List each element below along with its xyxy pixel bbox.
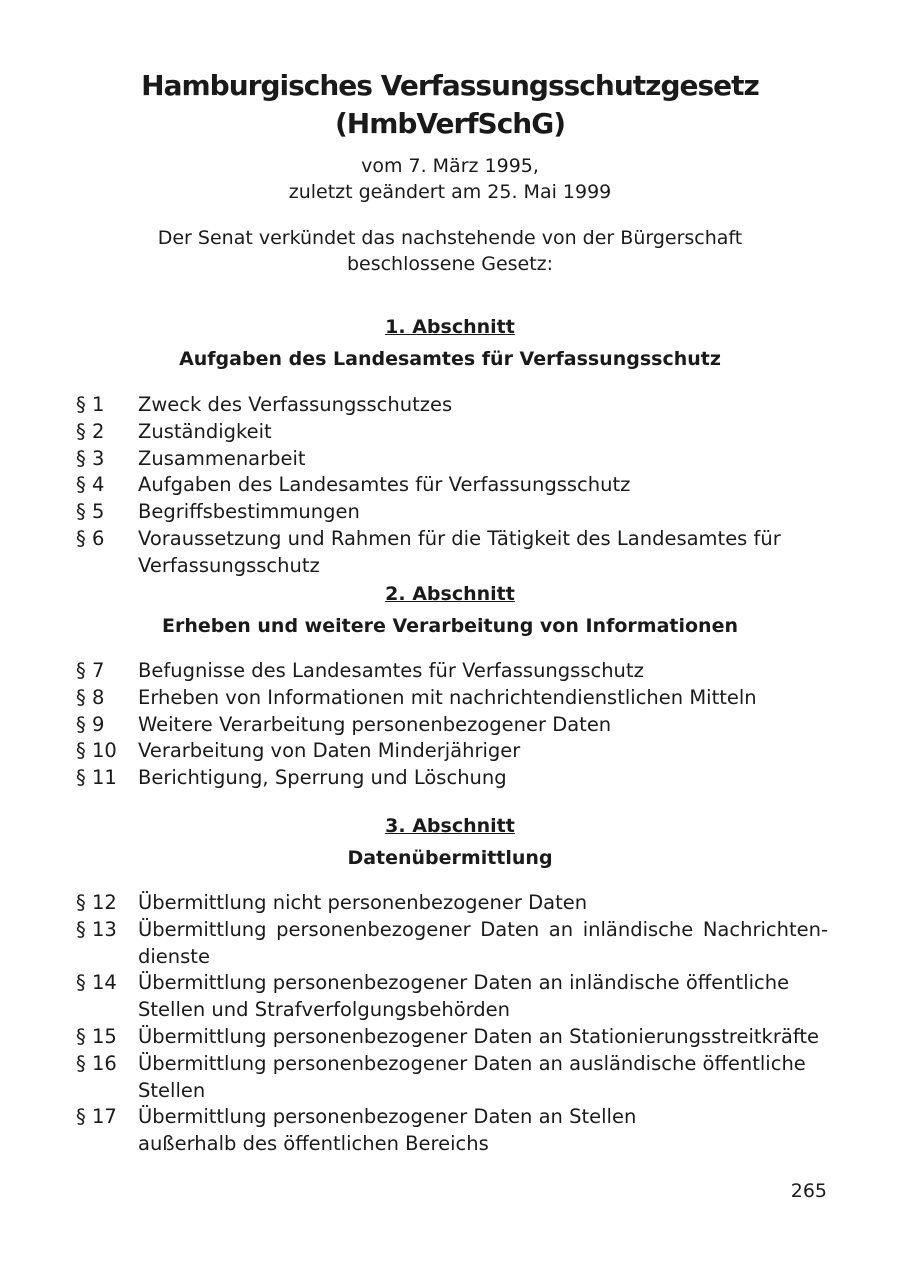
- section-3-title: Datenübermittlung: [347, 847, 553, 869]
- section-1-title: Aufgaben des Landesamtes für Verfassungsschutz: [179, 348, 721, 370]
- paragraph-title: Übermittlung personenbezogener Daten an inländische öffentliche: [138, 971, 790, 995]
- paragraph-number: § 6: [76, 526, 105, 550]
- paragraph-number: § 17: [76, 1105, 117, 1129]
- section-1-label: 1. Abschnitt: [385, 316, 515, 338]
- toc-entry-continuation: [76, 1078, 828, 1105]
- document-title: Hamburgisches Verfassungsschutzgesetz: [141, 69, 759, 102]
- page-number: 265: [790, 1180, 827, 1202]
- paragraph-title: Übermittlung personenbezogener Daten an inländische Nachrichten-: [138, 917, 828, 941]
- paragraph-title: Zweck des Verfassungsschutzes: [138, 393, 453, 416]
- paragraph-number: § 15: [76, 1024, 117, 1048]
- document-abbreviation: (HmbVerfSchG): [334, 107, 566, 140]
- section-2-label: 2. Abschnitt: [385, 583, 515, 605]
- toc-entry: [76, 658, 828, 685]
- toc-entry: [76, 970, 828, 997]
- toc-entry: [76, 917, 828, 944]
- paragraph-number: § 5: [76, 500, 105, 524]
- toc-entry: [76, 1104, 828, 1131]
- paragraph-title: Befugnisse des Landesamtes für Verfassungsschutz: [138, 659, 644, 682]
- toc-entry: [76, 392, 828, 419]
- paragraph-title: Zusammenarbeit: [138, 446, 306, 470]
- paragraph-number: § 1: [76, 393, 105, 416]
- preamble-line-1: Der Senat verkündet das nachstehende von der Bürgerschaft: [157, 227, 743, 249]
- toc-entry: [76, 526, 828, 553]
- section-3-label: 3. Abschnitt: [385, 815, 515, 837]
- enactment-date: vom 7. März 1995,: [361, 155, 539, 177]
- toc-entry: [76, 738, 828, 765]
- paragraph-number: § 11: [76, 766, 117, 790]
- paragraph-number: § 16: [76, 1051, 117, 1075]
- toc-entry-continuation: [76, 553, 828, 580]
- section-2-toc: [76, 658, 828, 792]
- paragraph-number: § 7: [76, 659, 105, 682]
- toc-entry-continuation: [76, 1131, 828, 1158]
- toc-entry: [76, 1024, 828, 1051]
- paragraph-title-continuation: außerhalb des öffentlichen Bereichs: [138, 1132, 489, 1156]
- toc-entry-continuation: [76, 944, 828, 971]
- section-1-toc: [76, 392, 828, 580]
- paragraph-title-continuation: dienste: [138, 944, 210, 968]
- toc-entry: [76, 419, 828, 446]
- toc-entry: [76, 685, 828, 712]
- paragraph-number: § 4: [76, 473, 105, 497]
- paragraph-title: Begriffsbestimmungen: [138, 500, 360, 524]
- paragraph-title: Übermittlung nicht personenbezogener Daten: [138, 891, 588, 914]
- paragraph-title-continuation: Stellen: [138, 1078, 206, 1102]
- paragraph-number: § 2: [76, 419, 105, 443]
- toc-entry: [76, 472, 828, 499]
- paragraph-number: § 13: [76, 917, 117, 941]
- paragraph-title-continuation: Stellen und Strafverfolgungsbehörden: [138, 998, 511, 1022]
- toc-entry: [76, 765, 828, 792]
- paragraph-title: Übermittlung personenbezogener Daten an ausländische öffentliche: [138, 1051, 806, 1075]
- section-2-title: Erheben und weitere Verarbeitung von Informationen: [162, 615, 738, 637]
- paragraph-title: Übermittlung personenbezogener Daten an Stellen: [138, 1105, 637, 1129]
- paragraph-title: Erheben von Informationen mit nachrichtendienstlichen Mitteln: [138, 685, 757, 709]
- paragraph-title: Berichtigung, Sperrung und Löschung: [138, 766, 507, 790]
- amendment-date: zuletzt geändert am 25. Mai 1999: [288, 181, 612, 203]
- toc-entry: [76, 712, 828, 739]
- section-3-toc: [76, 890, 828, 1158]
- toc-entry: [76, 1051, 828, 1078]
- toc-entry: [76, 446, 828, 473]
- paragraph-number: § 3: [76, 446, 105, 470]
- paragraph-number: § 10: [76, 739, 117, 763]
- paragraph-title: Verarbeitung von Daten Minderjähriger: [138, 739, 521, 763]
- paragraph-title: Zuständigkeit: [138, 419, 272, 443]
- paragraph-number: § 12: [76, 891, 117, 914]
- paragraph-title: Übermittlung personenbezogener Daten an Stationierungsstreitkräfte: [138, 1024, 819, 1048]
- paragraph-title: Voraussetzung und Rahmen für die Tätigkeit des Landesamtes für: [138, 526, 781, 550]
- paragraph-title: Weitere Verarbeitung personenbezogener Daten: [138, 712, 612, 736]
- toc-entry: [76, 890, 828, 917]
- preamble-line-2: beschlossene Gesetz:: [346, 253, 554, 275]
- paragraph-title-continuation: Verfassungsschutz: [138, 553, 320, 577]
- paragraph-number: § 14: [76, 971, 117, 995]
- toc-entry: [76, 499, 828, 526]
- paragraph-number: § 8: [76, 685, 105, 709]
- paragraph-title: Aufgaben des Landesamtes für Verfassungsschutz: [138, 473, 631, 497]
- toc-entry-continuation: [76, 997, 828, 1024]
- paragraph-number: § 9: [76, 712, 105, 736]
